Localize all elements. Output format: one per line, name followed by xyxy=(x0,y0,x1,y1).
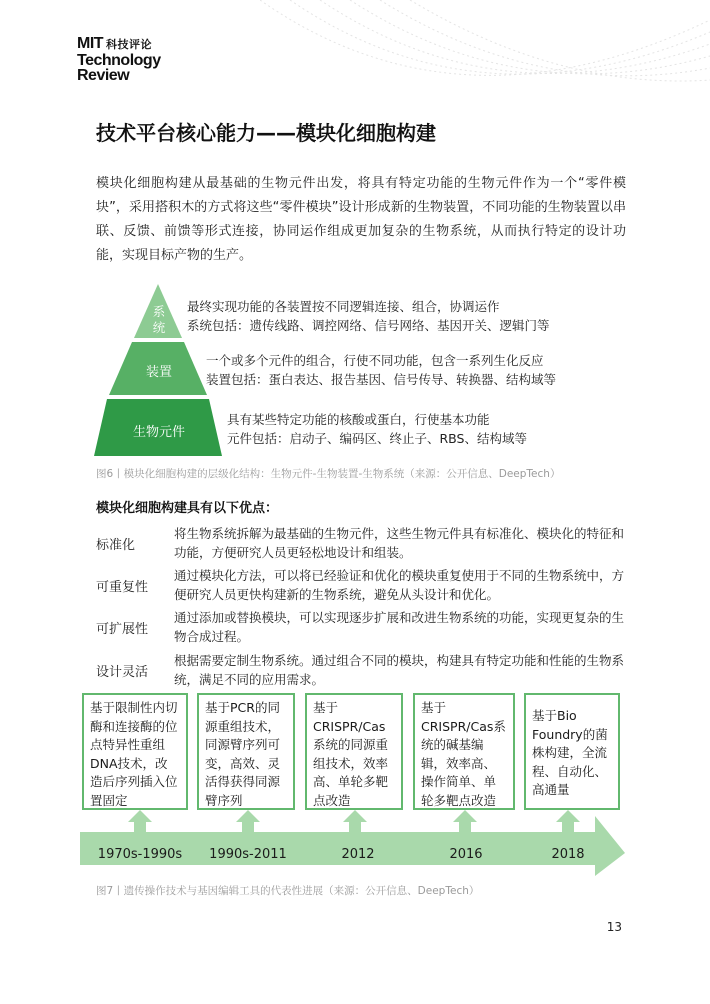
advantage-row xyxy=(96,608,626,646)
timeline-box: 基于CRISPR/Cas系统的同源重组技术，效率高、单轮多靶点改造 xyxy=(305,693,403,810)
advantage-row xyxy=(96,651,626,689)
timeline-year: 1970s-1990s xyxy=(97,847,183,862)
timeline-year: 2012 xyxy=(341,847,375,862)
advantage-name: 可重复性 xyxy=(96,579,149,595)
timeline-year: 2016 xyxy=(449,847,483,862)
advantage-desc: 通过模块化方法，可以将已经验证和优化的模块重复使用于不同的生物系统中，方便研究人员更快构建新的生物系统，避免从头设计和优化。 xyxy=(174,568,625,602)
pyramid-label-system: 系 统 xyxy=(152,304,166,335)
logo-technology: Technology xyxy=(77,52,161,69)
advantage-name: 标准化 xyxy=(96,537,136,553)
advantage-desc: 根据需要定制生物系统。通过组合不同的模块，构建具有特定功能和性能的生物系统，满足不同的应用需求。 xyxy=(174,653,625,687)
logo-mit: MIT xyxy=(77,35,104,52)
timeline-box: 基于限制性内切酶和连接酶的位点特异性重组DNA技术，改造后序列插入位置固定 xyxy=(82,693,188,810)
timeline-year: 2018 xyxy=(551,847,585,862)
timeline-year: 1990s-2011 xyxy=(209,847,287,862)
timeline-box: 基于CRISPR/Cas系统的碱基编辑，效率高、操作简单、单轮多靶点改造 xyxy=(413,693,515,810)
logo-review: Review xyxy=(77,67,130,84)
advantage-row xyxy=(96,524,626,562)
pyramid-desc-device: 一个或多个元件的组合，行使不同功能，包含一系列生化反应 装置包括：蛋白表达、报告基因、信号传导、转换器、结构域等 xyxy=(206,353,557,387)
timeline-box: 基于PCR的同源重组技术，同源臂序列可变，高效、灵活得获得同源臂序列 xyxy=(197,693,295,810)
timeline-connector xyxy=(556,810,580,832)
decorative-arcs xyxy=(260,0,710,100)
advantage-desc: 将生物系统拆解为最基础的生物元件，这些生物元件具有标准化、模块化的特征和功能，方便研究人员更轻松地设计和组装。 xyxy=(174,526,625,560)
mit-technology-review-logo xyxy=(77,36,161,83)
pyramid-label-device: 装置 xyxy=(145,365,172,380)
page-title: 技术平台核心能力——模块化细胞构建 xyxy=(96,121,436,145)
pyramid-desc-system: 最终实现功能的各装置按不同逻辑连接、组合，协调运作 系统包括：遗传线路、调控网络、信号网络、基因开关、逻辑门等 xyxy=(187,299,550,333)
advantages-heading: 模块化细胞构建具有以下优点： xyxy=(96,501,279,516)
intro-paragraph: 模块化细胞构建从最基础的生物元件出发，将具有特定功能的生物元件作为一个“零件模块”，采用搭积木的方式将这些“零件模块”设计形成新的生物装置，不同功能的生物装置以串联、反馈、前馈等形式连接，协同运作组成更加复杂的生物系统，从而执行特定的设计功能，实现目标产物的生产。 xyxy=(96,176,626,263)
logo-cn: 科技评论 xyxy=(106,39,153,51)
advantage-row xyxy=(96,566,626,604)
timeline-arrow xyxy=(80,810,630,882)
timeline-connector xyxy=(128,810,152,832)
advantage-name: 设计灵活 xyxy=(96,664,149,680)
figure-caption-6: 图6丨模块化细胞构建的层级化结构：生物元件-生物装置-生物系统（来源：公开信息、DeepTech） xyxy=(96,468,561,480)
timeline-connector xyxy=(343,810,367,832)
advantage-name: 可扩展性 xyxy=(96,621,149,637)
page-number: 13 xyxy=(606,920,622,934)
pyramid-desc-part: 具有某些特定功能的核酸或蛋白，行使基本功能 元件包括：启动子、编码区、终止子、RBS、结构域等 xyxy=(227,412,527,446)
timeline-connector xyxy=(453,810,477,832)
pyramid-label-part: 生物元件 xyxy=(132,425,185,440)
timeline-box: 基于Bio Foundry的菌株构建，全流程、自动化、高通量 xyxy=(524,693,620,810)
timeline-connector xyxy=(236,810,260,832)
advantage-desc: 通过添加或替换模块，可以实现逐步扩展和改进生物系统的功能，实现更复杂的生物合成过程。 xyxy=(174,610,625,644)
figure-caption-7: 图7丨遗传操作技术与基因编辑工具的代表性进展（来源：公开信息、DeepTech） xyxy=(96,885,480,897)
